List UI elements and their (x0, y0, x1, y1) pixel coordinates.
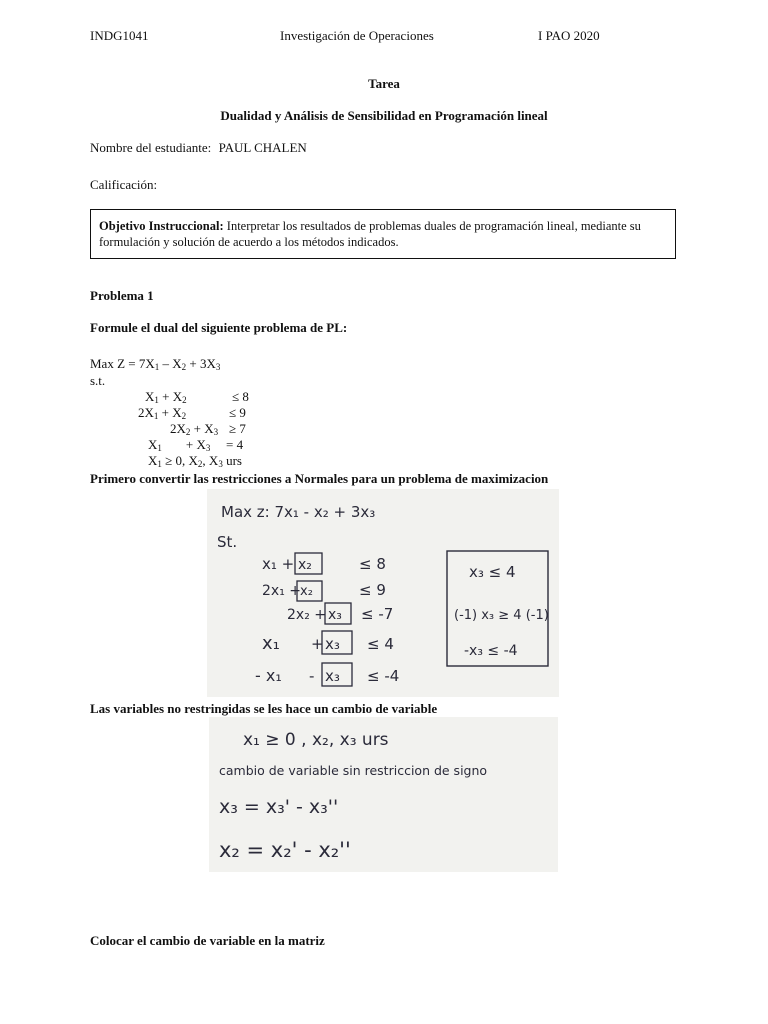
svg-text:x₃: x₃ (325, 635, 340, 653)
svg-text:x₃: x₃ (328, 607, 342, 623)
step-2-heading: Las variables no restringidas se les hace un cambio de variable (90, 701, 438, 716)
student-line (90, 140, 307, 156)
objective-label: Objetivo Instruccional: (99, 219, 224, 233)
hw-st: St. (217, 533, 238, 551)
hw-row2-left: 2x₁ + (262, 583, 301, 599)
objective-function: Max $Z = 7X_1 - X_2 + 3X_3$ (90, 356, 221, 372)
svg-text:x₃: x₃ (325, 667, 340, 685)
document-subtitle: Dualidad y Análisis de Sensibilidad en Programación lineal (220, 108, 548, 123)
objective-text: Interpretar los resultados de problemas duales de programación lineal, mediante su formulación y solución de acuerdo a los métodos indicados. (99, 219, 641, 249)
step-3-heading: Colocar el cambio de variable en la matriz (90, 933, 325, 948)
hw2-line1: x₁ ≥ 0 , x₂, x₃ urs (243, 730, 389, 750)
svg-text:x₂: x₂ (298, 557, 312, 573)
step-1-heading: Primero convertir las restricciones a Normales para un problema de maximizacion (90, 471, 549, 486)
student-name: PAUL CHALEN (218, 140, 307, 155)
hw-row2-rhs: ≤ 9 (359, 581, 386, 599)
subject-to: s.t. (90, 373, 106, 388)
hw-row5-left: - x₁ (255, 666, 282, 685)
constraint-4: $X_1 + X_3$ (148, 437, 211, 453)
constraint-1: $X_1 + X_2$ (145, 389, 187, 405)
course-name: Investigación de Operaciones (280, 28, 434, 43)
hw-row3-rhs: ≤ -7 (361, 605, 394, 623)
sign-constraints: $X_1 \ge 0$, $X_2$, $X_3$ urs (148, 453, 242, 469)
svg-text:-: - (309, 667, 315, 685)
hw2-line2: cambio de variable sin restriccion de signo (219, 763, 488, 778)
hw-objective: Max z: 7x₁ - x₂ + 3x₃ (221, 503, 376, 521)
svg-text:x₂: x₂ (300, 584, 313, 599)
hw-side-line3: -x₃ ≤ -4 (464, 643, 518, 659)
hw-side-line1: x₃ ≤ 4 (469, 563, 516, 581)
constraint-2: $2X_1 + X_2$ (138, 405, 187, 421)
constraint-2-rhs: ≤ 9 (229, 405, 246, 420)
handwritten-variable-change-photo (209, 717, 558, 872)
handwritten-normalized-constraints-photo (207, 489, 559, 697)
document-title: Tarea (368, 76, 400, 91)
constraint-3-rhs: ≥ 7 (229, 421, 246, 436)
constraint-3: $2X_2 + X_3$ (170, 421, 219, 437)
course-code: INDG1041 (90, 28, 149, 43)
constraint-1-rhs: ≤ 8 (232, 389, 249, 404)
hw-row5-rhs: ≤ -4 (367, 667, 400, 685)
hw-row3-left: 2x₂ + (287, 607, 326, 623)
term: I PAO 2020 (538, 28, 600, 43)
grade-label: Calificación: (90, 177, 158, 192)
objective-box (90, 209, 676, 259)
student-label: Nombre del estudiante: (90, 140, 212, 155)
constraint-4-rhs: = 4 (226, 437, 244, 452)
problem-heading: Problema 1 (90, 288, 154, 303)
hw2-line3: x₃ = x₃' - x₃'' (219, 796, 339, 818)
problem-instruction: Formule el dual del siguiente problema de PL: (90, 320, 348, 335)
hw-side-line2: (-1) x₃ ≥ 4 (-1) (454, 608, 549, 623)
hw-row1-rhs: ≤ 8 (359, 555, 386, 573)
hw2-line4: x₂ = x₂' - x₂'' (219, 838, 351, 862)
svg-text:+: + (311, 635, 324, 653)
hw-row4-left: x₁ (262, 633, 280, 654)
hw-row1-left: x₁ + (262, 555, 295, 573)
hw-row4-rhs: ≤ 4 (367, 635, 394, 653)
